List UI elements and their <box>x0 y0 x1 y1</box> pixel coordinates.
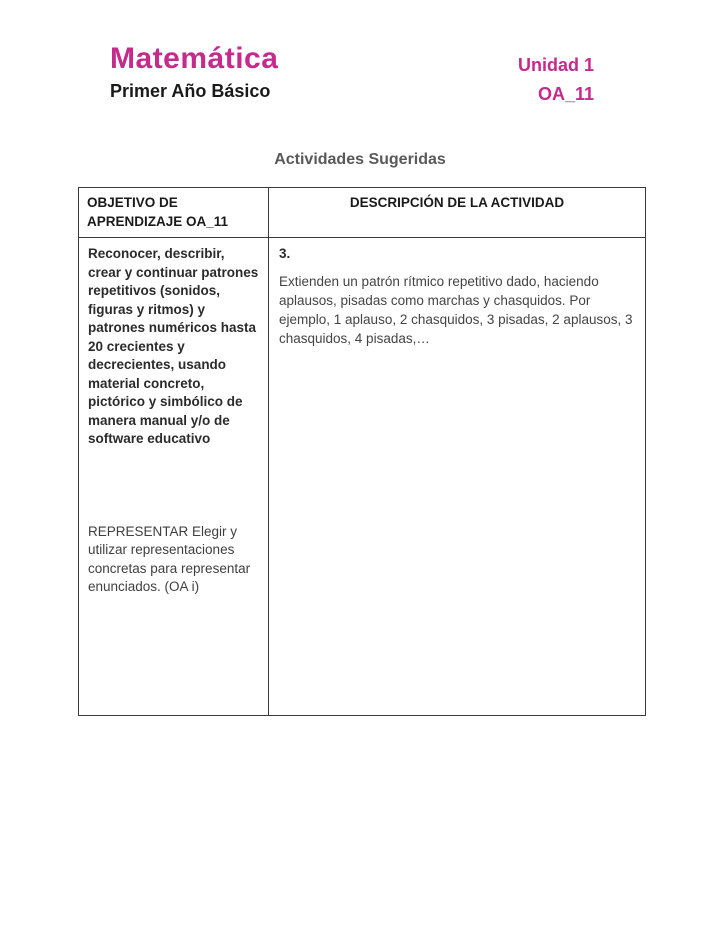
document-subtitle: Primer Año Básico <box>110 81 271 101</box>
objective-main-text: Reconocer, describir, crear y continuar patrones repetitivos (sonidos, figuras y ritmos) y patrones numéricos hasta 20 crecientes y decrecientes, usando material concreto, pictórico y simbólico de manera manual y/o de software educativo <box>88 246 259 446</box>
document-title: Matemática <box>110 42 279 75</box>
header-right-block <box>518 42 594 105</box>
table-body-row <box>79 238 646 716</box>
activity-cell <box>269 238 646 716</box>
oa-code-label: OA_11 <box>537 84 594 104</box>
activity-description: Extienden un patrón rítmico repetitivo dado, haciendo aplausos, pisadas como marchas y chasquidos. Por ejemplo, 1 aplauso, 2 chasquidos, 3 pisadas, 2 aplausos, 3 chasquidos, 4 pisadas,… <box>279 274 633 346</box>
header-left-block <box>110 42 278 103</box>
section-title: Actividades Sugeridas <box>274 151 446 168</box>
unit-label: Unidad 1 <box>517 55 594 75</box>
objective-column-header: OBJETIVO DE APRENDIZAJE OA_11 <box>79 188 269 238</box>
activity-number: 3. <box>279 246 291 261</box>
table-header-row <box>79 188 646 238</box>
objective-cell <box>79 238 269 716</box>
activities-table <box>78 187 646 716</box>
document-header <box>0 0 720 105</box>
objective-represent-text: REPRESENTAR Elegir y utilizar representaciones concretas para representar enunciados. (OA i) <box>88 523 251 594</box>
activity-column-header: DESCRIPCIÓN DE LA ACTIVIDAD <box>269 188 646 238</box>
